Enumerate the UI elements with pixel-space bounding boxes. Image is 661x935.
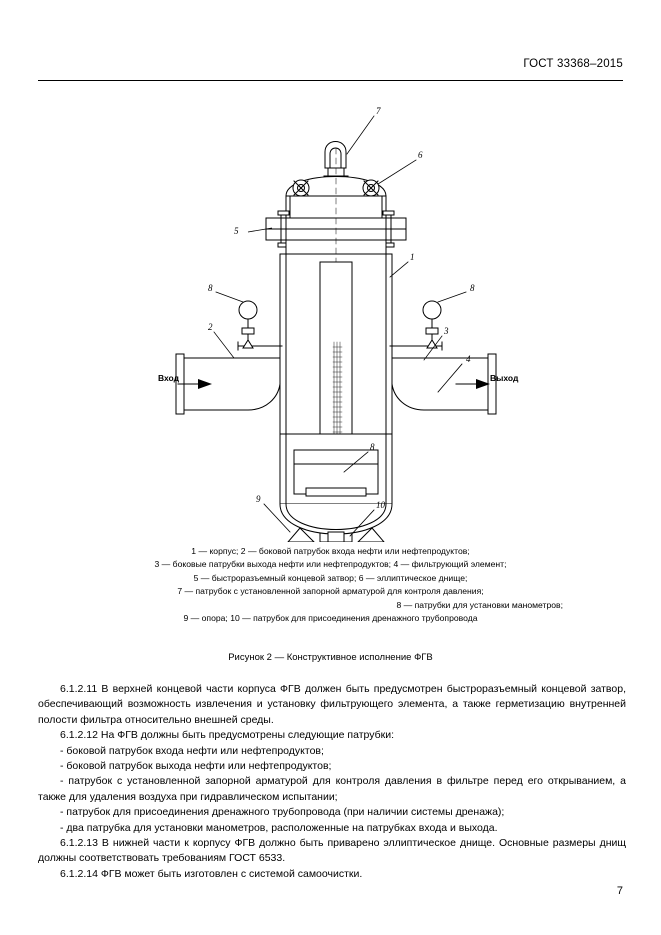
legend-line-1: 1 — корпус; 2 — боковой патрубок входа нефти или нефтепродуктов; [191, 546, 470, 556]
page-header-standard: ГОСТ 33368–2015 [523, 58, 623, 70]
figure-technical-drawing [38, 92, 623, 542]
list-item-manometer-nozzles: - два патрубка для установки манометров, расположенные на патрубках входа и выхода. [60, 821, 498, 834]
svg-text:2: 2 [208, 322, 213, 332]
list-item-pressure-control-nozzle: - патрубок с установленной запорной арматурой для контроля давления в фильтре перед его открыванием, а также для удаления воздуха при гидравлическом испытании; [38, 775, 626, 803]
svg-text:8: 8 [370, 442, 375, 452]
legend-line-2: 3 — боковые патрубки выхода нефти или нефтепродуктов; 4 — фильтрующий элемент; [154, 559, 507, 570]
legend-line-6: 9 — опора; 10 — патрубок для присоединения дренажного трубопровода [183, 613, 478, 624]
figure-legend [38, 545, 623, 625]
legend-line-3: 5 — быстроразъемный концевой затвор; 6 — эллиптическое днище; [193, 572, 468, 583]
paragraph-6-1-2-13: 6.1.2.13 В нижней части к корпусу ФГВ должно быть приварено эллиптическое днище. Основные размеры днищ должны соответствовать требованиям ГОСТ 6533. [38, 837, 626, 865]
svg-text:Выход: Выход [490, 373, 519, 383]
svg-text:9: 9 [256, 494, 261, 504]
list-item-outlet-nozzle: - боковой патрубок выхода нефти или нефтепродуктов; [60, 760, 332, 773]
paragraph-6-1-2-14: 6.1.2.14 ФГВ может быть изготовлен с системой самоочистки. [60, 867, 363, 880]
body-text [38, 682, 626, 882]
svg-text:8: 8 [470, 283, 475, 293]
legend-line-4: 7 — патрубок с установленной запорной арматурой для контроля давления; [177, 586, 484, 597]
legend-line-5: 8 — патрубки для установки манометров; [396, 599, 563, 610]
svg-text:1: 1 [410, 252, 415, 262]
figure-title: Рисунок 2 — Конструктивное исполнение ФГВ [228, 652, 433, 663]
svg-text:7: 7 [376, 106, 381, 116]
header-divider [38, 80, 623, 81]
list-item-drain-nozzle: - патрубок для присоединения дренажного трубопровода (при наличии системы дренажа); [60, 806, 505, 819]
svg-text:8: 8 [208, 283, 213, 293]
page-number: 7 [616, 885, 623, 897]
svg-text:4: 4 [466, 354, 471, 364]
paragraph-6-1-2-11: 6.1.2.11 В верхней концевой части корпуса ФГВ должен быть предусмотрен быстроразъемный концевой затвор, обеспечивающий возможность извлечения и установку фильтрующего элемента, а также герметизацию внутренней полости фильтра относительно внешней среды. [38, 683, 626, 726]
list-item-inlet-nozzle: - боковой патрубок входа нефти или нефтепродуктов; [60, 744, 324, 757]
svg-text:10: 10 [376, 500, 385, 510]
paragraph-6-1-2-12: 6.1.2.12 На ФГВ должны быть предусмотрены следующие патрубки: [60, 729, 395, 742]
svg-text:3: 3 [444, 326, 449, 336]
svg-text:6: 6 [418, 150, 423, 160]
svg-text:5: 5 [234, 226, 239, 236]
svg-text:Вход: Вход [158, 373, 180, 383]
